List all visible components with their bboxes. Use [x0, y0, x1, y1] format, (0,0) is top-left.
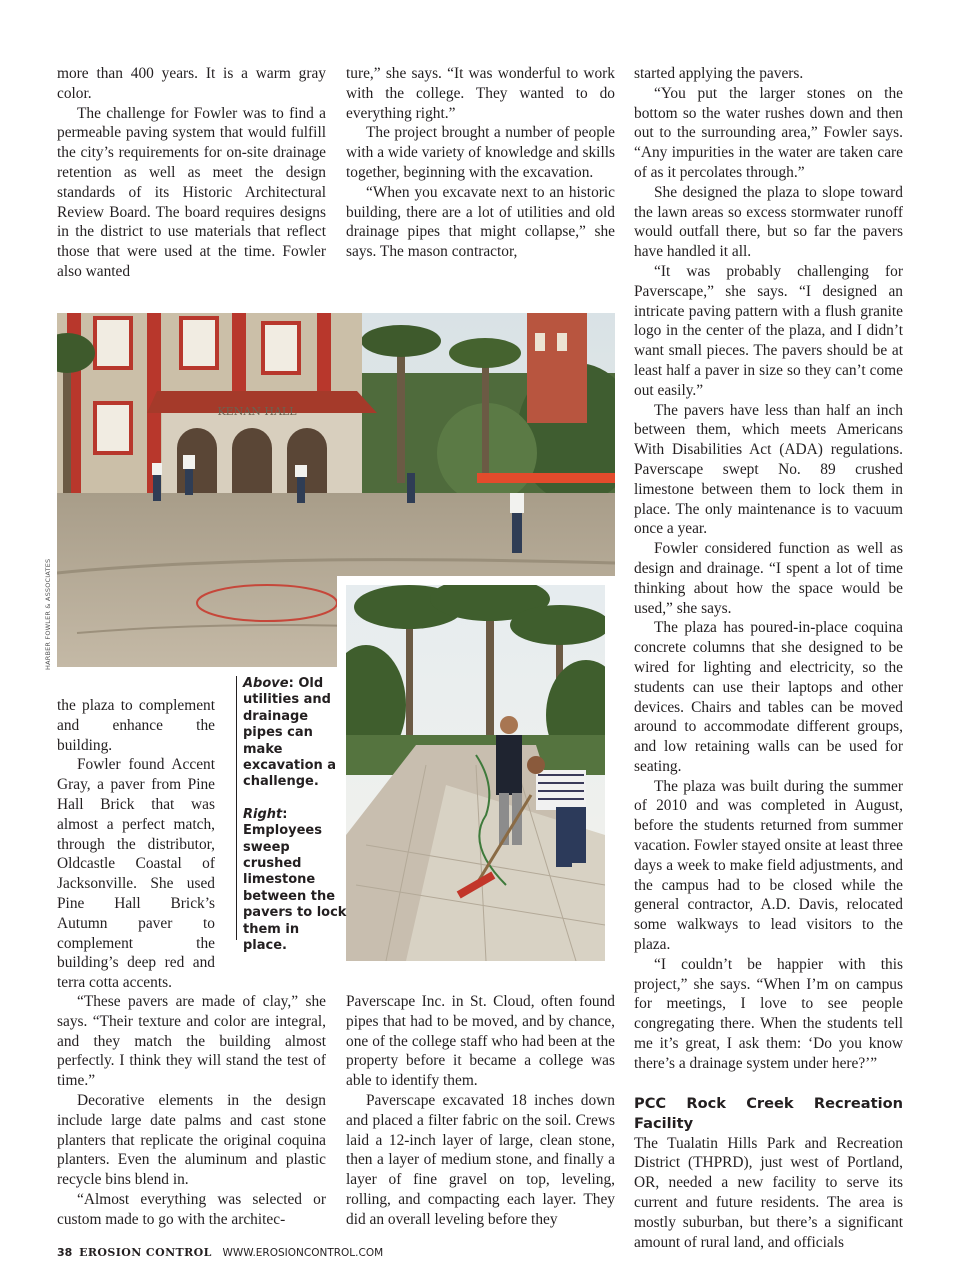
page-number: 38	[57, 1246, 73, 1259]
column-3	[634, 64, 903, 1252]
paragraph: “Almost everything was selected or custom made to go with the architec-	[57, 1190, 326, 1228]
paragraph: “I couldn’t be happier with this project,” she says. “When I’m on campus for meetings, I love to see people congregating there. When the students tell me it’s great, I ask them: ‘Do you know there’s a drainage system under here?’”	[634, 955, 903, 1072]
paragraph: Fowler considered function as well as design and drainage. “I spent a lot of time thinking about how the space would be used,” she says.	[634, 540, 903, 617]
photo-credit	[44, 560, 56, 670]
paragraph: more than 400 years. It is a warm gray color.	[57, 65, 326, 102]
paragraph: ture,” she says. “It was wonderful to work with the college. They wanted to do everything right.”	[346, 65, 615, 122]
paragraph: She designed the plaza to slope toward the lawn areas so excess stormwater runoff would outfall there, but so far the pavers have handled it all.	[634, 183, 903, 261]
column-2-bottom	[346, 992, 615, 1230]
paragraph: Fowler found Accent Gray, a paver from Pine Hall Brick that was almost a perfect match, through the distributor, Oldcastle Coastal of Jacksonville. She used Pine Hall Brick’s Autumn paver to complement the building’s deep red and terra cotta accents.	[57, 756, 215, 992]
paragraph: “You put the larger stones on the bottom so the water rushes down and then out to the surrounding area,” Fowler says. “Any impurities in the water are taken care of as it percolates through.”	[634, 84, 903, 181]
column-1-top	[57, 64, 326, 282]
website-url: WWW.EROSIONCONTROL.COM	[222, 1247, 384, 1259]
caption-right-label: Right	[243, 806, 283, 822]
paragraph: The project brought a number of people with a wide variety of knowledge and skills together, beginning with the excavation.	[346, 124, 615, 181]
paragraph: “When you excavate next to an historic building, there are a lot of utilities and old drainage pipes that might collapse,” she says. The mason contractor,	[346, 183, 615, 261]
paragraph: The plaza has poured-in-place coquina concrete columns that she designed to be wired for lighting and electricity, so the students can use their laptops and other devices. Chairs and tables can be moved around to accommodate different groups, and low retaining walls can be used for seating.	[634, 619, 903, 775]
paragraph: Paverscape Inc. in St. Cloud, often found pipes that had to be moved, and by chance, one of the college staff who had been at the property before it became a college was able to identify them.	[346, 993, 615, 1090]
caption-above-label: Above	[243, 676, 289, 691]
paragraph: The pavers have less than half an inch between them, which meets Americans With Disabilities Act (ADA) regulations. Paverscape swept No. 89 crushed limestone between them to lock them in place. The only maintenance is to vacuum once a year.	[634, 401, 903, 538]
section-heading: PCC Rock Creek Recreation Facility	[634, 1094, 903, 1132]
building-sign: KENAN HALL	[217, 405, 297, 418]
paragraph: “It was probably challenging for Paverscape,” she says. “I designed an intricate paving pattern with a flush granite logo in the center of the plaza, and I didn’t want small pieces. The pavers should be at least half a paver in size so they can’t come out easily.”	[634, 262, 903, 399]
column-2-top	[346, 64, 615, 262]
paragraph: the plaza to complement and enhance the building.	[57, 697, 215, 754]
column-1-narrow	[57, 696, 215, 993]
column-1-bottom	[57, 992, 326, 1230]
paragraph: The Tualatin Hills Park and Recreation District (THPRD), just west of Portland, OR, needed a new facility to serve its current and future residents. The area is mostly suburban, but there’s a significant amount of rural land, and officials	[634, 1134, 903, 1251]
caption-above	[243, 676, 347, 791]
photo-sweeping	[337, 576, 615, 970]
paragraph: Decorative elements in the design include large date palms and cast stone planters that replicate the original coquina planters. Even the aluminum and plastic recycle bins blend in.	[57, 1091, 326, 1189]
paragraph: Paverscape excavated 18 inches down and placed a filter fabric on the soil. Crews laid a 12-inch layer of large, clean stone, then a layer of medium stone, and finally a layer of fine gravel on top, leveling, rolling, and compacting each layer. They did an overall leveling before they	[346, 1091, 615, 1228]
caption-right	[243, 807, 347, 955]
magazine-name: EROSION CONTROL	[79, 1246, 212, 1259]
caption-right-text: : Employees sweep crushed limestone between the pavers to lock them in place.	[243, 806, 347, 954]
caption-above-text: : Old utilities and drainage pipes can make excavation a challenge.	[243, 676, 337, 790]
photo-caption	[236, 676, 347, 954]
paragraph: The challenge for Fowler was to find a permeable paving system that would fulfill the city’s requirements for on-site drainage retention as well as meet the design standards of its Historic Architectural Review Board. The board requires designs in the district to use materials that reflect those that were used at the time. Fowler also wanted	[57, 104, 326, 280]
paragraph: “These pavers are made of clay,” she says. “Their texture and color are integral, and they match the building almost perfectly. I think they will stand the test of time.”	[57, 993, 326, 1090]
paragraph: started applying the pavers.	[634, 65, 804, 82]
photo-credit-text: HARBER FOWLER & ASSOCIATES	[44, 558, 52, 670]
page-footer	[57, 1244, 383, 1262]
paragraph: The plaza was built during the summer of 2010 and was completed in August, before the students returned from summer vacation. Fowler stayed onsite at least three days a week to make field adjustments, and the campus had to be closed while the general contractor, A.D. Davis, relocated some walkways to lead visitors to the plaza.	[634, 777, 903, 954]
